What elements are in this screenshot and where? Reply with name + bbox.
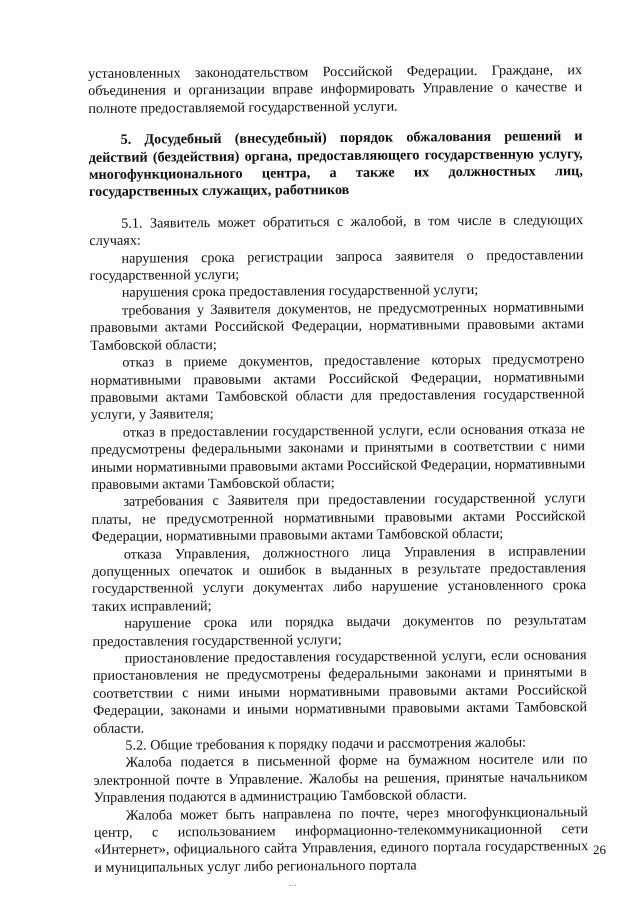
- list-item-suspension: приостановление предоставления государственной услуги, если основания приостановления не предусмотрены федеральными законами и принятыми в соответствии с ними иными нормативными правовыми актами Российской Федерации, законами и иными нормативными правовыми актами Тамбовской области.: [92, 647, 588, 737]
- section-heading: 5. Досудебный (внесудебный) порядок обжалования решений и действий (бездействия) органа, предоставляющего государственную услугу, многофункционального центра, а также их должностных лиц, государственных служащих, работников: [88, 128, 583, 201]
- list-item-documents-demand: требования у Заявителя документов, не предусмотренных нормативными правовыми актами Российской Федерации, нормативными правовыми актами Тамбовской области;: [89, 298, 585, 354]
- list-item-registration: нарушения срока регистрации запроса заявителя о предоставлении государственной услуги;: [89, 246, 584, 285]
- list-item-service-term: нарушения срока предоставления государственной услуги;: [121, 282, 479, 302]
- paragraph-complaint-form: Жалоба подается в письменной форме на бумажном носителе или по электронной почте в Управление. Жалобы на решения, принятые начальником Управления подаются в администрацию Тамбовской области.: [93, 751, 588, 807]
- paragraph-complaint-channels: Жалоба может быть направлена по почте, через многофункциональный центр, с использованием информационно-телекоммуникационной сети «Интернет», официального сайта Управления, единого портала государственных и муниципальных услуг либо регионального портала: [93, 803, 589, 876]
- list-item-refusal-service: отказ в предоставлении государственной услуги, если основания отказа не предусмотрены федеральными законами и принятыми в соответствии с ними иными нормативными правовыми актами Российской Федерации, нормативными правовыми актами Тамбовской области;: [90, 420, 586, 493]
- intro-paragraph: установленных законодательством Российской Федерации. Граждане, их объединения и организации вправе информировать Управление о качестве и полноте предоставляемой государственной услуги.: [88, 62, 583, 117]
- paragraph-5-2: 5.2. Общие требования к порядку подачи и рассмотрения жалобы:: [125, 734, 527, 754]
- list-item-correction-refusal: отказа Управления, должностного лица Управления в исправлении допущенных опечаток и ошибок в выданных в результате предоставления государственной услуги документах либо нарушение установленного срока таких исправлений;: [91, 542, 587, 615]
- document-body: [88, 62, 588, 877]
- list-item-issuance-violation: нарушение срока или порядка выдачи документов по результатам предоставления государственной услуги;: [92, 612, 587, 650]
- page-number: 26: [593, 842, 606, 857]
- list-item-payment-demand: затребования с Заявителя при предоставлении государственной услуги платы, не предусмотренной нормативными правовыми актами Российской Федерации, нормативными правовыми актами Тамбовской области;: [91, 490, 586, 546]
- scan-mark: ...: [289, 878, 297, 889]
- list-item-refusal-acceptance: отказ в приеме документов, предоставление которых предусмотрено нормативными правовыми актами Российской Федерации, нормативными правовыми актами Тамбовской области для предоставления государственной услуги, у Заявителя;: [90, 351, 585, 424]
- paragraph-5-1: 5.1. Заявитель может обратиться с жалобой, в том числе в следующих случаях:: [89, 211, 584, 250]
